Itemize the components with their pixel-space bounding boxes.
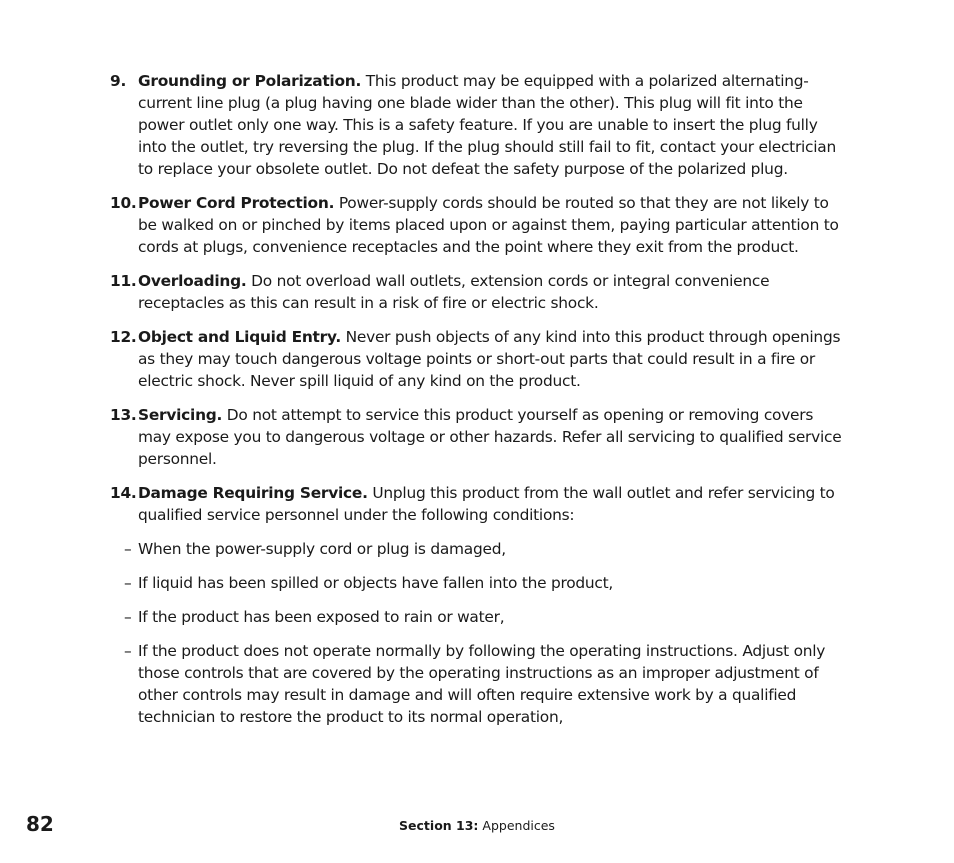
- item-body: Do not overload wall outlets, extension cords or integral convenience receptacles as this can result in a risk of fire or electric shock.: [138, 272, 770, 312]
- item-body: This product may be equipped with a polarized alternating-current line plug (a plug having one blade wider than the other). This plug will fit into the power outlet only one way. This is a safety feature. If you are unable to insert the plug fully into the outlet, try reversing the plug. If the plug should still fail to fit, contact your electrician to replace your obsolete outlet. Do not defeat the safety purpose of the polarized plug.: [138, 72, 836, 178]
- list-item-servicing: [110, 404, 846, 470]
- section-footer: [0, 818, 954, 833]
- bullet-text: When the power-supply cord or plug is damaged,: [138, 540, 506, 558]
- item-body: Do not attempt to service this product yourself as opening or removing covers may expose you to dangerous voltage or other hazards. Refer all servicing to qualified service personnel.: [138, 406, 842, 468]
- item-number: 13.: [110, 406, 137, 424]
- list-item-damage-service: [110, 482, 846, 526]
- item-heading: Overloading.: [138, 272, 247, 290]
- item-body: Power-supply cords should be routed so that they are not likely to be walked on or pinched by items placed upon or against them, paying particular attention to cords at plugs, convenience receptacles and the point where they exit from the product.: [138, 194, 839, 256]
- item-heading: Damage Requiring Service.: [138, 484, 368, 502]
- bullet-text: If liquid has been spilled or objects have fallen into the product,: [138, 574, 614, 592]
- dash-marker: –: [124, 574, 132, 592]
- dash-marker: –: [124, 540, 132, 558]
- condition-bullet: [110, 538, 846, 560]
- item-number: 9.: [110, 72, 127, 90]
- condition-bullet: [110, 572, 846, 594]
- dash-marker: –: [124, 608, 132, 626]
- item-number: 12.: [110, 328, 137, 346]
- list-item-overloading: [110, 270, 846, 314]
- item-heading: Power Cord Protection.: [138, 194, 335, 212]
- item-number: 14.: [110, 484, 137, 502]
- item-number: 11.: [110, 272, 137, 290]
- list-item-grounding: [110, 70, 846, 180]
- condition-bullet: [110, 640, 846, 728]
- document-body: [110, 70, 846, 740]
- list-item-power-cord: [110, 192, 846, 258]
- list-item-object-liquid: [110, 326, 846, 392]
- item-heading: Grounding or Polarization.: [138, 72, 362, 90]
- page-number: 82: [26, 812, 54, 836]
- item-body: Never push objects of any kind into this product through openings as they may touch dangerous voltage points or short-out parts that could result in a fire or electric shock. Never spill liquid of any kind on the product.: [138, 328, 841, 390]
- section-label: Section 13:: [399, 818, 479, 833]
- dash-marker: –: [124, 642, 132, 660]
- section-title: Appendices: [482, 818, 555, 833]
- bullet-text: If the product does not operate normally by following the operating instructions. Adjust only those controls that are covered by the operating instructions as an improper adjustment of other controls may result in damage and will often require extensive work by a qualified technician to restore the product to its normal operation,: [138, 642, 826, 726]
- item-heading: Servicing.: [138, 406, 223, 424]
- item-heading: Object and Liquid Entry.: [138, 328, 341, 346]
- item-body: Unplug this product from the wall outlet and refer servicing to qualified service personnel under the following conditions:: [138, 484, 835, 524]
- item-number: 10.: [110, 194, 137, 212]
- condition-bullet: [110, 606, 846, 628]
- bullet-text: If the product has been exposed to rain or water,: [138, 608, 505, 626]
